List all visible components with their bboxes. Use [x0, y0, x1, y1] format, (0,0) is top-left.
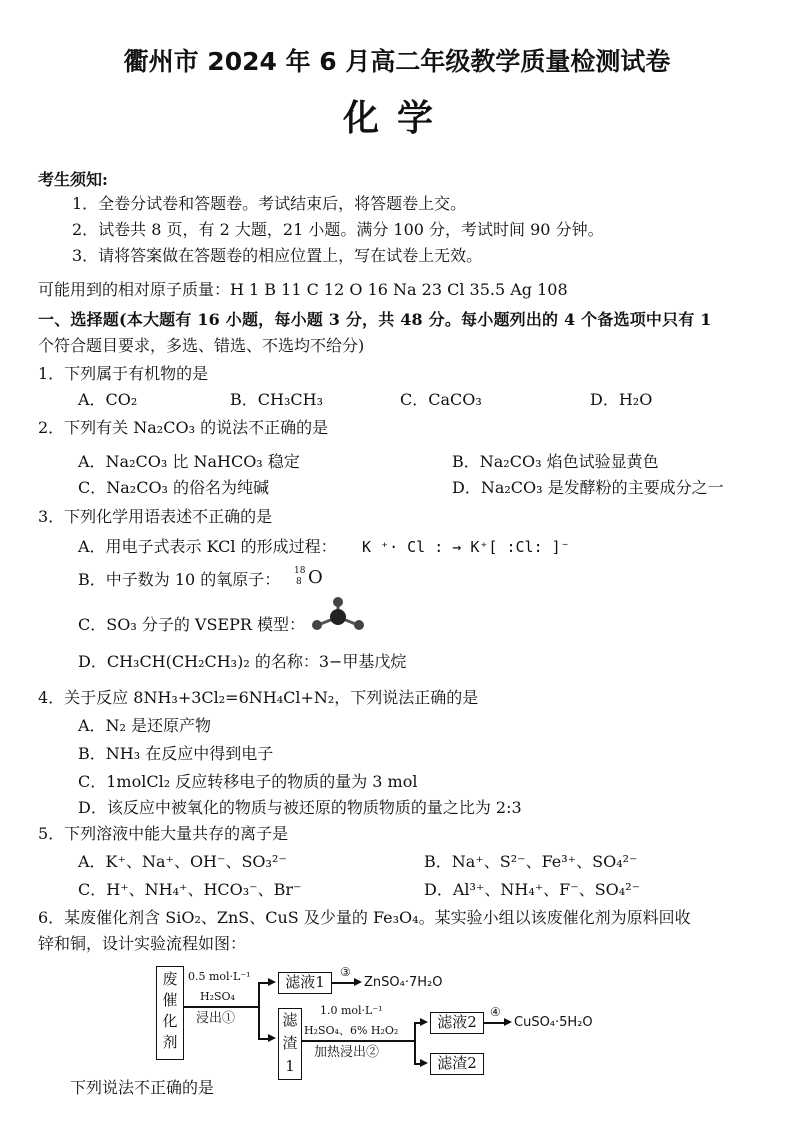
q3-stem: 3．下列化学用语表述不正确的是	[38, 507, 273, 526]
section-heading: 一、选择题(本大题有 16 小题，每小题 3 分，共 48 分。每小题列出的 4 个备选项中只有 1	[38, 310, 712, 329]
arrow-icon	[504, 1018, 512, 1026]
step3-label: ③	[340, 965, 351, 979]
step1-label: 浸出①	[196, 1011, 236, 1026]
q2-option-a: A．Na₂CO₃ 比 NaHCO₃ 稳定	[78, 452, 300, 471]
q4-option-b: B．NH₃ 在反应中得到电子	[78, 744, 274, 763]
q1-stem: 1．下列属于有机物的是	[38, 364, 209, 383]
isotope-mass-number: 18	[294, 566, 306, 576]
arrow-icon	[268, 978, 276, 986]
q6-stem: 6．某废催化剂含 SiO₂、ZnS、CuS 及少量的 Fe₃O₄。某实验小组以该废催化剂为原料回收	[38, 908, 691, 927]
notice-heading: 考生须知:	[38, 170, 108, 189]
flow-start-char: 剂	[162, 1033, 178, 1051]
arrow-icon	[420, 1059, 428, 1067]
step1-concentration: 0.5 mol·L⁻¹	[188, 970, 251, 983]
q1-option-a: A．CO₂	[78, 390, 138, 409]
step4-label: ④	[490, 1005, 501, 1019]
notice-item-1: 1．全卷分试卷和答题卷。考试结束后，将答题卷上交。	[72, 194, 467, 213]
flow-start-box	[156, 966, 184, 1060]
flow-start-char: 催	[162, 991, 178, 1009]
q2-option-c: C．Na₂CO₃ 的俗名为纯碱	[78, 478, 270, 497]
residue2-box: 滤渣2	[430, 1053, 484, 1075]
q4-option-a: A．N₂ 是还原产物	[78, 716, 212, 735]
subject-title: 化学	[342, 98, 451, 139]
filtrate1-box: 滤液1	[278, 972, 332, 994]
step2-label: 加热浸出②	[314, 1045, 380, 1060]
filtrate2-box: 滤液2	[430, 1012, 484, 1034]
step2-arrow-line	[302, 1040, 414, 1042]
q1-option-d: D．H₂O	[590, 390, 653, 409]
residue1-box	[278, 1008, 302, 1080]
notice-item-3: 3．请将答案做在答题卷的相应位置上，写在试卷上无效。	[72, 246, 483, 265]
q6-followup: 下列说法不正确的是	[70, 1078, 215, 1097]
q3-option-b: B．中子数为 10 的氧原子：	[78, 570, 281, 589]
exam-title: 衢州市 2024 年 6 月高二年级教学质量检测试卷	[123, 47, 671, 76]
flow-start-char: 废	[162, 970, 178, 988]
q3-option-a: A．用电子式表示 KCl 的形成过程：	[78, 537, 337, 556]
q5-option-d: D．Al³⁺、NH₄⁺、F⁻、SO₄²⁻	[424, 880, 641, 899]
product-cuso4: CuSO₄·5H₂O	[514, 1015, 593, 1030]
step1-reagent: H₂SO₄	[200, 990, 235, 1003]
q5-stem: 5．下列溶液中能大量共存的离子是	[38, 824, 289, 843]
atomic-mass-line: 可能用到的相对原子质量：H 1 B 11 C 12 O 16 Na 23 Cl 35.5 Ag 108	[38, 280, 568, 299]
arrow-icon	[420, 1018, 428, 1026]
split-line	[258, 982, 260, 1038]
q5-option-a: A．K⁺、Na⁺、OH⁻、SO₃²⁻	[78, 852, 287, 871]
q1-option-b: B．CH₃CH₃	[230, 390, 323, 409]
product-znso4: ZnSO₄·7H₂O	[364, 975, 443, 990]
split-line-2	[414, 1022, 416, 1064]
notice-item-2: 2．试卷共 8 页，有 2 大题，21 小题。满分 100 分，考试时间 90 分钟。	[72, 220, 604, 239]
step2-concentration: 1.0 mol·L⁻¹	[320, 1004, 383, 1017]
electron-formula: K ⁺· Cl : → K⁺[ :Cl: ]⁻	[362, 538, 570, 556]
vsepr-model-image	[308, 595, 368, 637]
q5-option-c: C．H⁺、NH₄⁺、HCO₃⁻、Br⁻	[78, 880, 302, 899]
step4-line	[484, 1022, 506, 1024]
q4-option-d: D．该反应中被氧化的物质与被还原的物质物质的量之比为 2:3	[78, 798, 522, 817]
residue1-char: 1	[285, 1057, 295, 1075]
q4-stem: 4．关于反应 8NH₃+3Cl₂=6NH₄Cl+N₂，下列说法正确的是	[38, 688, 479, 707]
isotope-symbol: O	[308, 567, 323, 588]
arrow-icon	[268, 1034, 276, 1042]
q2-stem: 2．下列有关 Na₂CO₃ 的说法不正确的是	[38, 418, 329, 437]
q4-option-c: C．1molCl₂ 反应转移电子的物质的量为 3 mol	[78, 772, 418, 791]
q2-option-b: B．Na₂CO₃ 焰色试验显黄色	[452, 452, 659, 471]
step2-reagent: H₂SO₄、6% H₂O₂	[304, 1024, 399, 1037]
q2-option-d: D．Na₂CO₃ 是发酵粉的主要成分之一	[452, 478, 724, 497]
section-heading-cont: 个符合题目要求，多选、错选、不选均不给分)	[38, 336, 365, 355]
isotope-atomic-number: 8	[296, 577, 302, 587]
residue1-char: 滤	[282, 1011, 298, 1029]
step3-line	[332, 982, 356, 984]
q3-option-d: D．CH₃CH(CH₂CH₃)₂ 的名称：3−甲基戊烷	[78, 652, 407, 671]
q3-option-c: C．SO₃ 分子的 VSEPR 模型：	[78, 615, 306, 634]
q6-stem-cont: 锌和铜，设计实验流程如图：	[38, 934, 247, 953]
q1-option-c: C．CaCO₃	[400, 390, 482, 409]
residue1-char: 渣	[282, 1034, 298, 1052]
arrow-icon	[354, 978, 362, 986]
q5-option-b: B．Na⁺、S²⁻、Fe³⁺、SO₄²⁻	[424, 852, 638, 871]
flow-start-char: 化	[162, 1012, 178, 1030]
step1-arrow-line	[184, 1006, 258, 1008]
